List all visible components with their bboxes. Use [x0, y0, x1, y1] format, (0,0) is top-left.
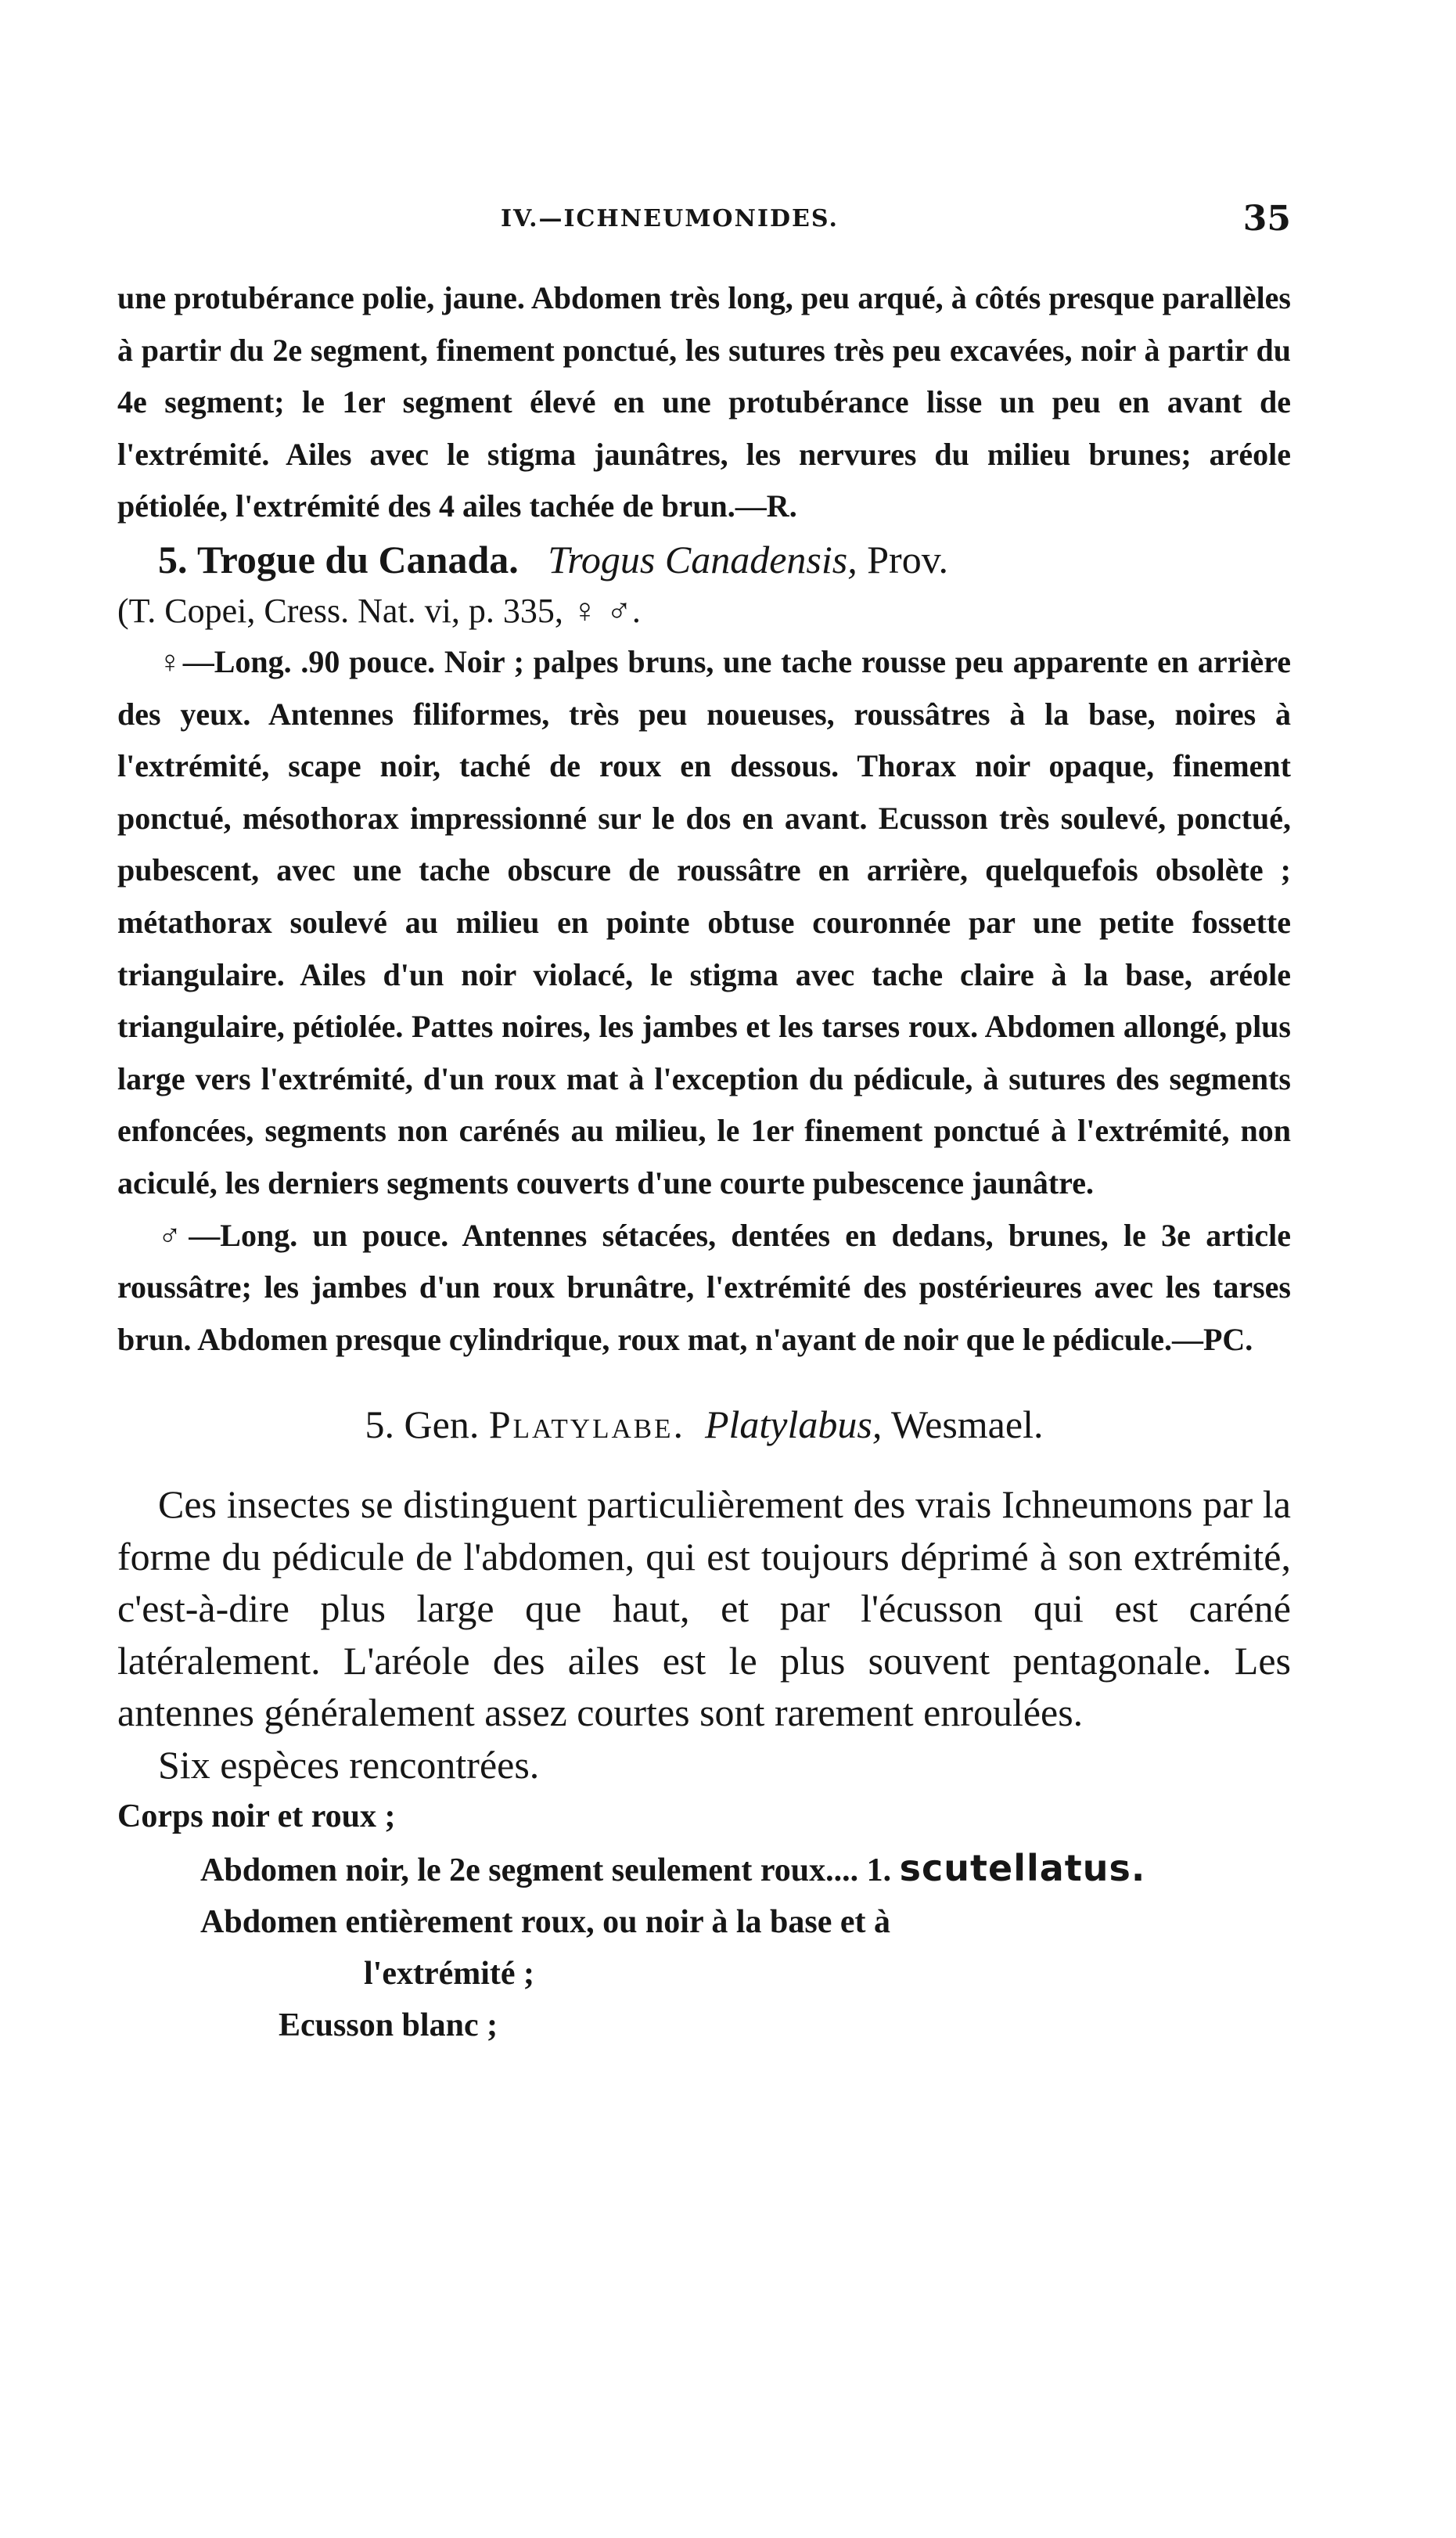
species-author: Prov.	[867, 537, 948, 581]
species-description-block	[117, 272, 1291, 1366]
key-line: Corps noir et roux ;	[117, 1798, 396, 1835]
species-synonym: (T. Copei, Cress. Nat. vi, p. 335, ♀ ♂.	[117, 591, 641, 630]
genus-author: Wesmael.	[890, 1402, 1044, 1447]
species-latin-name: Trogus Canadensis,	[548, 537, 857, 581]
key-line: l'extrémité ;	[364, 1956, 535, 1993]
genus-latin: Platylabus,	[704, 1402, 883, 1447]
key-line: Abdomen entièrement roux, ou noir à la base et à	[200, 1904, 890, 1941]
previous-species-description: une protubérance polie, jaune. Abdomen très long, peu arqué, à côtés presque parallèles à partir du 2e segment, finement ponctué, les sutures très peu excavées, noir à partir du 4e segment; le 1er segment élevé en une protubérance lisse un peu en avant de l'extrémité. Ailes avec le stigma jaunâtres, les nervures du milieu brunes; aréole pétiolée, l'extrémité des 4 ailes tachée de brun.—R.	[117, 280, 1291, 524]
female-description: ♀—Long. .90 pouce. Noir ; palpes bruns, une tache rousse peu apparente en arrière des yeux. Antennes filiformes, très peu noueuses, roussâtres à la base, noires à l'extrémité, scape noir, taché de roux en dessous. Thorax noir opaque, finement ponctué, mésothorax impressionné sur le dos en avant. Ecusson très soulevé, ponctué, pubescent, avec une tache obscure de roussâtre en arrière, quelquefois obsolète ; métathorax soulevé au milieu en pointe obtuse couronnée par une petite fossette triangulaire. Ailes d'un noir violacé, le stigma avec tache claire à la base, aréole triangulaire, pétiolée. Pattes noires, les jambes et les tarses roux. Abdomen allongé, plus large vers l'extrémité, d'un roux mat à l'exception du pédicule, à sutures des segments enfoncées, segments non carénés au milieu, le 1er finement ponctué à l'extrémité, non aciculé, les derniers segments couverts d'une courte pubescence jaunâtre.	[117, 643, 1291, 1201]
species-heading	[117, 533, 1291, 586]
genus-name: Platylabe.	[488, 1402, 685, 1447]
genus-heading	[117, 1397, 1291, 1452]
key-line: Ecusson blanc ;	[279, 2007, 498, 2044]
genus-number: 5.	[365, 1402, 395, 1447]
running-head: IV.—ICHNEUMONIDES.	[501, 205, 839, 232]
page-body	[117, 272, 1291, 2051]
male-description: ♂—Long. un pouce. Antennes sétacées, dentées en dedans, brunes, le 3e article roussâtre; les jambes d'un roux brunâtre, l'extrémité des postérieures avec les tarses brun. Abdomen presque cylindrique, roux mat, n'ayant de noir que le pédicule.—PC.	[117, 1217, 1291, 1357]
species-number: 5.	[158, 537, 188, 581]
page-header	[117, 199, 1291, 252]
species-common-name: Trogue du Canada.	[197, 537, 519, 581]
key-line-text: Abdomen noir, le 2e segment seulement roux.... 1.	[200, 1852, 892, 1889]
page-number: 35	[1242, 199, 1291, 239]
key-species-name: scutellatus.	[899, 1847, 1146, 1890]
genus-description: Ces insectes se distinguent particulièrement des vrais Ichneumons par la forme du pédicule de l'abdomen, qui est toujours déprimé à son extrémité, c'est-à-dire plus large que haut, et par l'écusson qui est caréné latéralement. L'aréole des ailes est le plus souvent pentagonale. Les antennes généralement assez courtes sont rarement enroulées.	[117, 1482, 1291, 1735]
key-line	[117, 1842, 1291, 1896]
identification-key	[117, 1791, 1291, 2051]
genus-label: Gen.	[404, 1402, 480, 1447]
species-count: Six espèces rencontrées.	[158, 1742, 540, 1787]
